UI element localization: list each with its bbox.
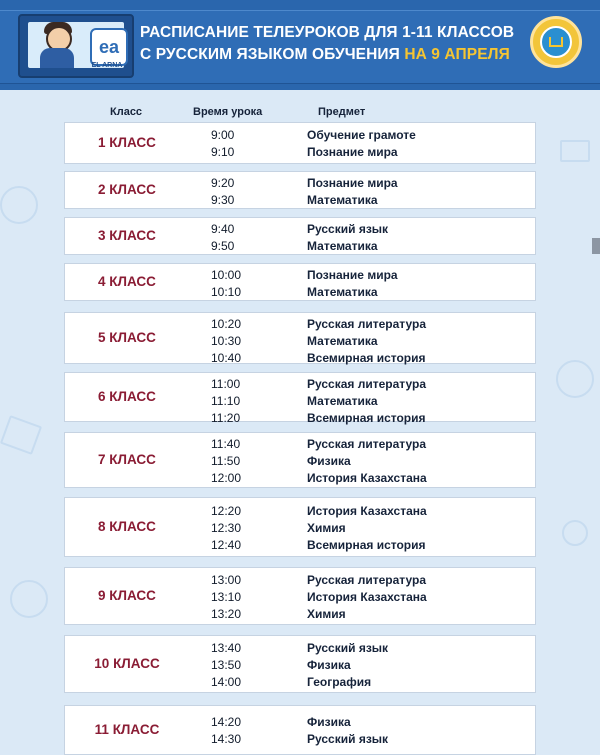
column-header-time: Время урока [193, 106, 263, 118]
lesson-time: 12:20 [211, 504, 242, 518]
lesson-subjects [307, 127, 416, 161]
tv-screen [28, 22, 124, 68]
lesson-subject: Математика [307, 334, 378, 348]
lesson-time: 9:50 [211, 239, 235, 253]
page-title [140, 22, 520, 66]
lesson-times [211, 221, 234, 255]
lesson-time: 10:00 [211, 268, 242, 282]
lesson-times [211, 267, 241, 301]
class-label: 5 КЛАСС [98, 330, 156, 345]
class-label: 10 КЛАСС [94, 656, 160, 671]
lesson-subject: Русская литература [307, 437, 426, 451]
lesson-subject: Познание мира [307, 176, 398, 190]
lesson-subjects [307, 221, 388, 255]
atom-icon [0, 186, 38, 224]
lesson-subjects [307, 714, 388, 748]
lesson-times [211, 316, 241, 367]
lesson-times [211, 572, 241, 623]
lesson-time: 9:30 [211, 193, 235, 207]
lesson-subjects [307, 436, 427, 487]
lesson-time: 10:10 [211, 285, 242, 299]
lesson-subject: Русский язык [307, 641, 389, 655]
class-label: 8 КЛАСС [98, 519, 156, 534]
lesson-times [211, 436, 241, 487]
class-label: 3 КЛАСС [98, 228, 156, 243]
lesson-times [211, 376, 240, 427]
lesson-subject: Русская литература [307, 573, 426, 587]
atom-icon [10, 580, 48, 618]
lesson-subject: Математика [307, 193, 378, 207]
el-arna-caption: EL ARNA [91, 62, 123, 69]
lesson-time: 10:40 [211, 351, 242, 365]
lesson-subjects [307, 640, 388, 691]
lesson-time: 9:40 [211, 222, 235, 236]
lesson-time: 12:30 [211, 521, 242, 535]
lesson-time: 9:10 [211, 145, 235, 159]
lesson-time: 13:40 [211, 641, 242, 655]
lesson-subjects [307, 316, 426, 367]
title-line-2-text: С РУССКИМ ЯЗЫКОМ ОБУЧЕНИЯ [140, 46, 405, 63]
lesson-time: 11:50 [211, 454, 241, 468]
lesson-subject: Всемирная история [307, 351, 426, 365]
schedule-row [64, 432, 536, 488]
lesson-time: 11:20 [211, 411, 241, 425]
lesson-time: 14:20 [211, 715, 242, 729]
lesson-subjects [307, 267, 398, 301]
schedule-row [64, 705, 536, 755]
lesson-time: 9:20 [211, 176, 235, 190]
lesson-time: 13:20 [211, 607, 242, 621]
lesson-time: 11:40 [211, 437, 241, 451]
schedule-row [64, 635, 536, 693]
header-banner [0, 0, 600, 90]
lesson-subject: Русский язык [307, 732, 389, 746]
lesson-time: 13:10 [211, 590, 242, 604]
lesson-subject: Обучение грамоте [307, 128, 416, 142]
class-label: 7 КЛАСС [98, 452, 156, 467]
lesson-subject: Всемирная история [307, 538, 426, 552]
lesson-time: 10:30 [211, 334, 242, 348]
bulb-icon [562, 520, 588, 546]
class-label: 11 КЛАСС [94, 722, 160, 737]
lesson-subject: География [307, 675, 372, 689]
lesson-subject: Математика [307, 239, 378, 253]
class-label: 1 КЛАСС [98, 135, 156, 150]
emblem-book-icon [549, 37, 563, 47]
lesson-time: 14:00 [211, 675, 242, 689]
teacher-body [40, 48, 74, 68]
lesson-time: 9:00 [211, 128, 235, 142]
lesson-subject: История Казахстана [307, 590, 427, 604]
scroll-tab[interactable] [592, 238, 600, 254]
class-label: 9 КЛАСС [98, 588, 156, 603]
column-header-class: Класс [110, 106, 143, 118]
lesson-times [211, 127, 234, 161]
lesson-subjects [307, 572, 427, 623]
schedule-row [64, 372, 536, 425]
book-icon [560, 140, 590, 162]
lesson-subject: Всемирная история [307, 411, 426, 425]
tv-logo [18, 14, 134, 78]
lesson-times [211, 640, 241, 691]
schedule-row [64, 171, 536, 209]
lesson-time: 14:30 [211, 732, 242, 746]
lesson-times [211, 175, 234, 209]
emblem-inner [540, 26, 572, 58]
lesson-subject: Физика [307, 454, 351, 468]
lesson-time: 12:40 [211, 538, 242, 552]
schedule-row [64, 497, 536, 557]
ministry-emblem-icon [530, 16, 582, 68]
lesson-subject: Химия [307, 521, 346, 535]
schedule-row [64, 217, 536, 255]
lesson-subject: Русский язык [307, 222, 389, 236]
class-label: 6 КЛАСС [98, 389, 156, 404]
lesson-subjects [307, 175, 398, 209]
schedule-row [64, 263, 536, 301]
title-line-2 [140, 44, 520, 66]
lesson-subjects [307, 376, 426, 427]
lesson-subject: История Казахстана [307, 471, 427, 485]
column-header-subject: Предмет [318, 106, 366, 118]
lesson-time: 11:10 [211, 394, 241, 408]
atom-icon [556, 360, 594, 398]
class-label: 2 КЛАСС [98, 182, 156, 197]
title-date: НА 9 АПРЕЛЯ [404, 46, 510, 63]
lesson-subject: Русская литература [307, 317, 426, 331]
lesson-time: 13:00 [211, 573, 242, 587]
lesson-subject: Познание мира [307, 145, 398, 159]
lesson-times [211, 503, 241, 554]
lesson-time: 13:50 [211, 658, 242, 672]
lesson-time: 10:20 [211, 317, 242, 331]
lesson-subject: Познание мира [307, 268, 398, 282]
lesson-subject: История Казахстана [307, 504, 427, 518]
lesson-time: 11:00 [211, 377, 241, 391]
el-arna-logo-icon: ea [90, 28, 128, 66]
schedule-row [64, 312, 536, 364]
lesson-subject: Математика [307, 394, 378, 408]
lesson-subject: Физика [307, 715, 351, 729]
lesson-subject: Математика [307, 285, 378, 299]
triangle-ruler-icon [0, 415, 42, 455]
lesson-subject: Физика [307, 658, 351, 672]
schedule-row [64, 567, 536, 625]
lesson-subjects [307, 503, 427, 554]
lesson-subject: Русская литература [307, 377, 426, 391]
schedule-row [64, 122, 536, 164]
lesson-subject: Химия [307, 607, 346, 621]
lesson-time: 12:00 [211, 471, 242, 485]
class-label: 4 КЛАСС [98, 274, 156, 289]
title-line-1: РАСПИСАНИЕ ТЕЛЕУРОКОВ ДЛЯ 1-11 КЛАССОВ [140, 24, 515, 41]
lesson-times [211, 714, 241, 748]
